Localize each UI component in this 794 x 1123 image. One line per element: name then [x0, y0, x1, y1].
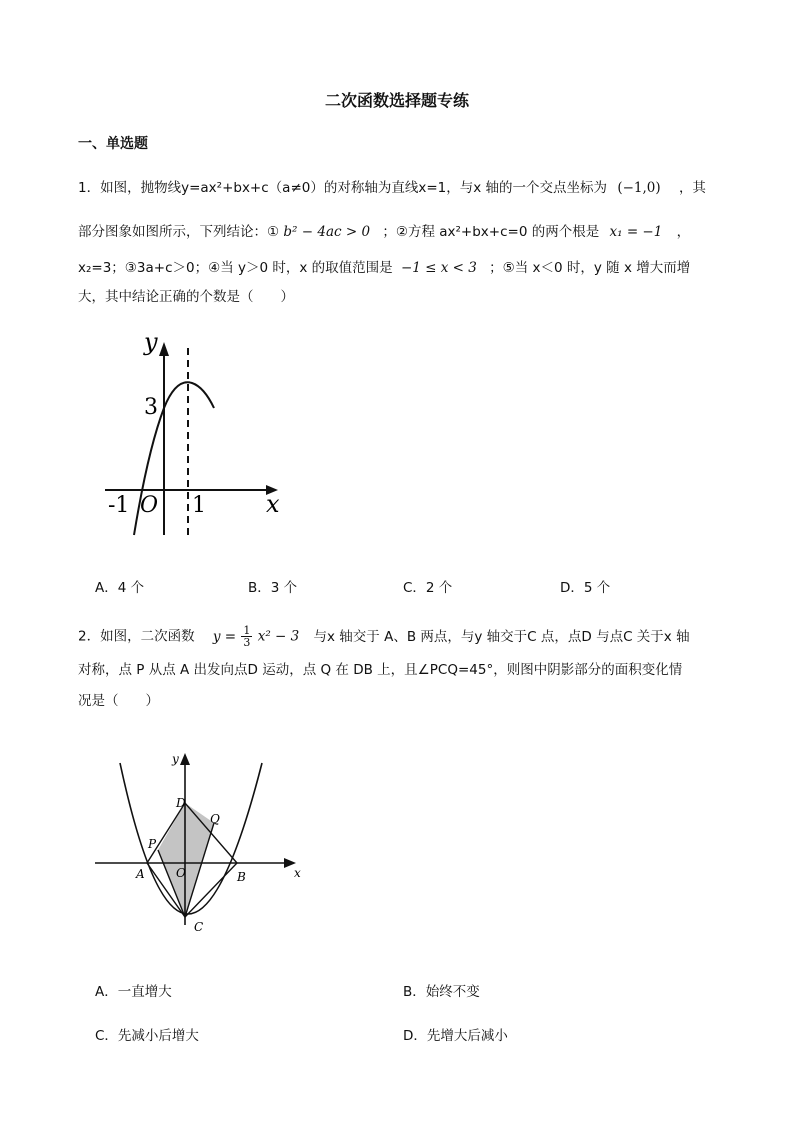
q1-point: (−1,0): [617, 180, 661, 196]
q2-option-b[interactable]: B．始终不变: [403, 984, 480, 1000]
q1-text: x₂=3；③3a+c＞0；④当 y＞0 时，x 的取值范围是: [78, 260, 393, 276]
label-1: 1: [192, 493, 206, 518]
q1-line-4: 大，其中结论正确的个数是（ ）: [78, 289, 294, 305]
section-heading: 一、单选题: [78, 136, 148, 152]
q2-fraction-denominator: 3: [243, 636, 251, 649]
y-axis-arrow-icon: [180, 753, 190, 765]
q2-fraction-numerator: 1: [243, 624, 251, 637]
page-title: 二次函数选择题专练: [324, 91, 469, 110]
q2-fraction: [241, 625, 252, 648]
x-label: x: [266, 490, 280, 518]
q2-line-3: 况是（ ）: [78, 693, 159, 709]
y-label: y: [172, 752, 179, 766]
q1-text: ；②方程 ax²+bx+c=0 的两个根是: [382, 224, 600, 240]
q2-figure: [90, 745, 310, 940]
q2-func-y: y =: [212, 628, 237, 645]
q1-option-d[interactable]: D．5 个: [560, 580, 611, 596]
q1-text: 部分图象如图所示，下列结论：①: [78, 224, 280, 240]
q2-text: 2．如图，二次函数: [78, 628, 195, 645]
label-D: D: [176, 796, 186, 810]
q1-option-c[interactable]: C．2 个: [403, 580, 453, 596]
y-axis-arrow-icon: [159, 342, 169, 356]
q2-option-d[interactable]: D．先增大后减小: [403, 1028, 508, 1044]
q2-option-a[interactable]: A．一直增大: [95, 984, 172, 1000]
x-label: x: [294, 866, 301, 880]
q2-line-2: 对称，点 P 从点 A 出发向点D 运动，点 Q 在 DB 上，且∠PCQ=45°，则图中阴影部分的面积变化情: [78, 662, 683, 678]
q1-line-3: [78, 258, 690, 278]
q2-line-1: [78, 625, 690, 648]
q1-line-2: [78, 222, 690, 242]
label-Q: Q: [210, 812, 220, 826]
label-origin: O: [140, 493, 159, 518]
q1-text: 1．如图，抛物线y=ax²+bx+c（a≠0）的对称轴为直线x=1，与x 轴的一个交点坐标为: [78, 180, 608, 196]
q1-option-b[interactable]: B．3 个: [248, 580, 298, 596]
q1-line-1: [78, 178, 706, 198]
q2-option-c[interactable]: C．先减小后增大: [95, 1028, 199, 1044]
q1-text: ，其: [678, 180, 706, 196]
q1-option-a[interactable]: A．4 个: [95, 580, 145, 596]
q1-discriminant: b² − 4ac > 0: [283, 224, 371, 240]
label-O: O: [176, 866, 186, 880]
label-A: A: [136, 867, 145, 881]
y-label: y: [144, 330, 158, 356]
label-P: P: [148, 837, 157, 851]
q1-range: −1 ≤ x < 3: [400, 260, 477, 276]
q1-text: ，: [676, 224, 691, 240]
q1-figure: [100, 330, 290, 545]
q2-text: 与x 轴交于 A、B 两点，与y 轴交于C 点，点D 与点C 关于x 轴: [313, 628, 690, 645]
label-B: B: [237, 870, 246, 884]
q1-root: x₁ = −1: [609, 224, 663, 240]
q2-func-rest: x² − 3: [257, 628, 300, 645]
label-3: 3: [144, 395, 158, 420]
label-C: C: [194, 920, 204, 934]
q1-text: ；⑤当 x＜0 时，y 随 x 增大而增: [489, 260, 691, 276]
label-neg1: -1: [108, 493, 130, 518]
